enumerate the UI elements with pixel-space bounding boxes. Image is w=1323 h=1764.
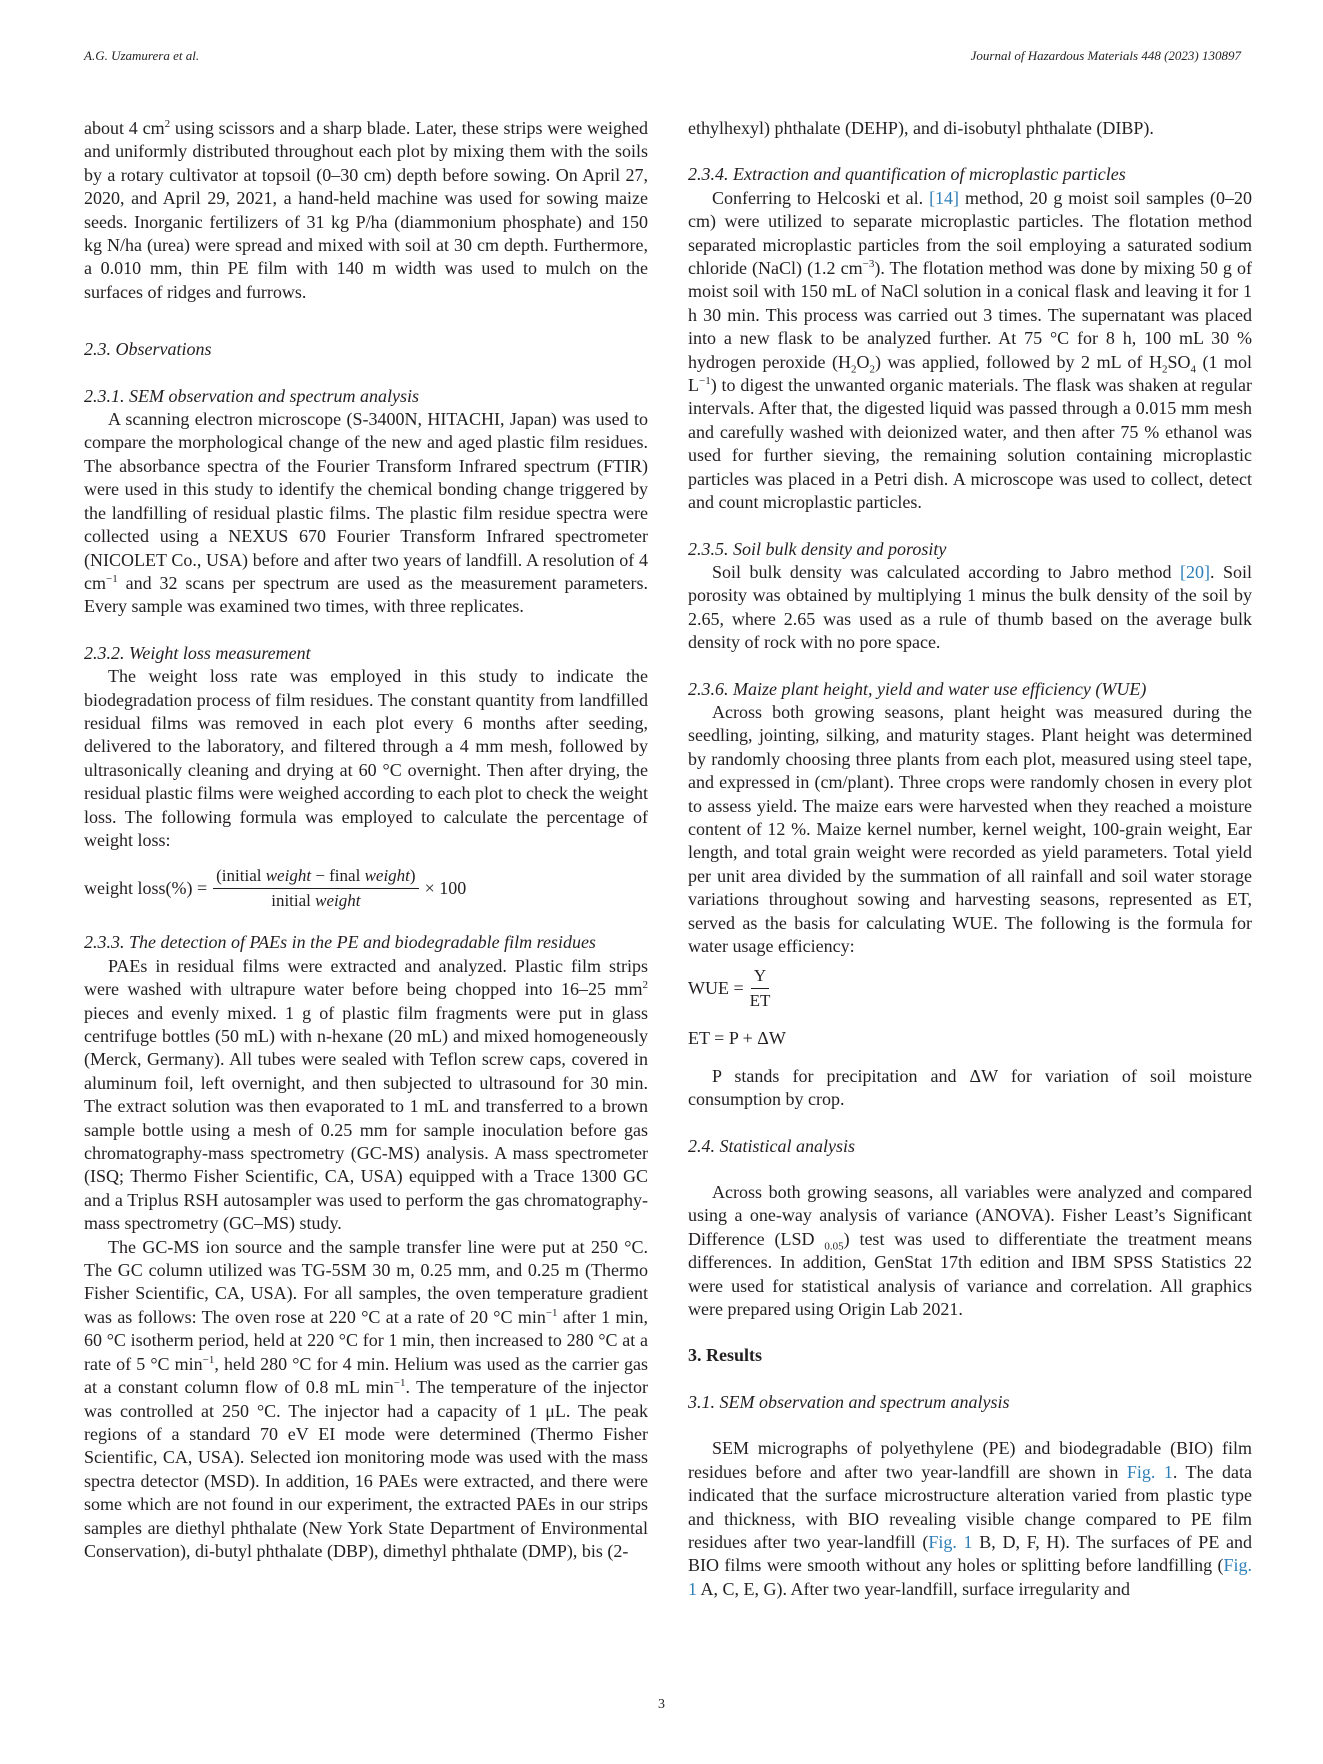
heading-3-results: 3. Results <box>688 1345 763 1366</box>
heading-2-3: 2.3. Observations <box>84 339 212 360</box>
citation-link-20[interactable]: [20] <box>1180 561 1211 582</box>
heading-2-3-3: 2.3.3. The detection of PAEs in the PE and biodegradable film residues <box>84 932 596 953</box>
paragraph-3-1: SEM micrographs of polyethylene (PE) and biodegradable (BIO) film residues before and after two year-landfill are shown in Fig. 1. The data indicated that the surface microstructure alteration varied from plastic type and thickness, with BIO revealing visible change compared to PE film residues after two year-landfill (Fig. 1 B, D, F, H). The surfaces of PE and BIO films were smooth without any holes or splitting before landfilling (Fig. 1 A, C, E, G). After two year-landfill, surface irregularity and <box>688 1438 1252 1599</box>
heading-2-3-4: 2.3.4. Extraction and quantification of microplastic particles <box>688 164 1126 185</box>
page-number: 3 <box>658 1697 665 1712</box>
heading-2-3-2: 2.3.2. Weight loss measurement <box>84 642 311 663</box>
heading-2-3-5: 2.3.5. Soil bulk density and porosity <box>688 538 947 559</box>
right-column <box>688 117 1252 1601</box>
left-column <box>84 117 648 1563</box>
paragraph-2-3-3-a: PAEs in residual films were extracted and analyzed. Plastic film strips were washed with ultrapure water before being chopped into 16–25 $mm^2$ pieces and evenly mixed. 1 g of plastic film fragments were put in glass centrifuge bottles (50 mL) with n-hexane (20 mL) and mixed homogeneously (Merck, Germany). All tubes were sealed with Teflon screw caps, covered in aluminum foil, left overnight, and then subjected to ultrasound for 30 min. The extract solution was then evaporated to 1 mL and transferred to a brown sample bottle using a mesh of 0.25 mm for sample inoculation before gas chromatography-mass spectrometry (GC-MS) analysis. A mass spectrometer (ISQ; Thermo Fisher Scientific, CA, USA) equipped with a Trace 1300 GC and a Triplus RSH autosampler was used to perform the gas chromatography-mass spectrometry (GC–MS) study. <box>84 955 648 1234</box>
heading-2-3-6: 2.3.6. Maize plant height, yield and water use efficiency (WUE) <box>688 678 1147 699</box>
paragraph-2-3-3-b: The GC-MS ion source and the sample transfer line were put at 250 °C. The GC column utilized was TG-5SM 30 m, 0.25 mm, and 0.25 m (Thermo Fisher Scientific, CA, USA). For all samples, the oven temperature gradient was as follows: The oven rose at 220 °C at a rate of 20 °C $\min^{-1}$ after 1 min, 60 °C isotherm period, held at 220 °C for 1 min, then increased to 280 °C at a rate of 5 °C $\min^{-1}$, held 280 °C for 4 min. Helium was used as the carrier gas at a constant column flow of 0.8 mL $\min^{-1}$. The temperature of the injector was controlled at 250 °C. The injector had a capacity of 1 μL. The peak regions of a standard 70 eV EI mode were determined (Thermo Fisher Scientific, CA, USA). Selected ion monitoring mode was used with the mass spectra detector (MSD). In addition, 16 PAEs were extracted, and there were some which are not found in our experiment, the extracted PAEs in our strips samples are diethyl phthalate (New York State Department of Environmental Conservation), di-butyl phthalate (DBP), dimethyl phthalate (DMP), bis (2- <box>84 1236 648 1561</box>
paragraph-2-3-6: Across both growing seasons, plant height was measured during the seedling, jointing, silking, and maturity stages. Plant height was determined by randomly choosing three plants from each plot, measured using steel tape, and expressed in (cm/plant). Three crops were randomly chosen in every plot to assess yield. The maize ears were harvested when they reached a moisture content of 12 %. Maize kernel number, kernel weight, 100-grain weight, Ear length, and total grain weight were recorded as yield parameters. Total yield per unit area divided by the summation of all rainfall and soil water storage variations throughout sowing and harvesting seasons, represented as ET, served as the basis for calculating WUE. The following is the formula for water usage efficiency: <box>688 701 1252 956</box>
paragraph-2-3-2: The weight loss rate was employed in this study to indicate the biodegradation process of film residues. The constant quantity from landfilled residual films was removed in each plot every 6 months after seeding, delivered to the laboratory, and filtered through a 4 mm mesh, followed by ultrasonically cleaning and drying at 60 °C overnight. Then after drying, the residual plastic films were weighed according to each plot to check the weight loss. The following formula was employed to calculate the percentage of weight loss: <box>84 666 648 850</box>
heading-2-3-1: 2.3.1. SEM observation and spectrum analysis <box>84 385 419 406</box>
figure-link-fig1[interactable]: Fig. 1 <box>688 1555 1252 1599</box>
paragraph-continuation: ethylhexyl) phthalate (DEHP), and di-isobutyl phthalate (DIBP). <box>688 118 1154 138</box>
paragraph-equation-explanation: P stands for precipitation and ΔW for variation of soil moisture consumption by crop. <box>688 1065 1252 1110</box>
paragraph-2-3-5: Soil bulk density was calculated according to Jabro method [20]. Soil porosity was obtained by multiplying 1 minus the bulk density of the soil by 2.65, where 2.65 was used as a rule of thumb based on the average bulk density of rock with no pore space. <box>688 561 1253 653</box>
paragraph-intro: about 4 $cm^2$ using scissors and a sharp blade. Later, these strips were weighed and uniformly distributed throughout each plot by mixing them with the soils by a rotary cultivator at topsoil (0–30 cm) depth before sowing. On April 27, 2020, and April 29, 2021, a hand-held machine was used for sowing maize seeds. Inorganic fertilizers of 31 kg P/ha (diammonium phosphate) and 150 kg N/ha (urea) were spread and mixed with soil at 30 cm depth. Furthermore, a 0.010 mm, thin PE film with 140 m width was used to mulch on the surfaces of ridges and furrows. <box>84 118 648 302</box>
running-header-author: A.G. Uzamurera et al. <box>84 48 200 63</box>
wue-equation: WUE = $\frac{Y}{ET}$ <box>688 966 771 1011</box>
paragraph-2-3-4: Conferring to Helcoski et al. [14] method, 20 g moist soil samples (0–20 cm) were utilized to separate microplastic particles. The flotation method separated microplastic particles from the soil employing a saturated sodium chloride (NaCl) (1.2 $cm^{-3}$). The flotation method was done by mixing 50 g of moist soil with 150 mL of NaCl solution in a conical flask and leaving it for 1 h 30 min. This process was carried out 3 times. The supernatant was placed into a new flask to be analyzed further. At 75 °C for 8 h, 100 mL 30 % hydrogen peroxide $(H_2O_2)$ was applied, followed by 2 mL of $H_2SO_4$ (1 mol $L^{-1}$) to digest the unwanted organic materials. The flask was shaken at regular intervals. After that, the digested liquid was passed through a 0.015 mm mesh and carefully washed with deionized water, and then after 75 % ethanol was used for further sieving, the remaining solution containing microplastic particles was placed in a Petri dish. A microscope was used to collect, detect and count microplastic particles. <box>688 187 1253 513</box>
paragraph-2-3-1: A scanning electron microscope (S-3400N, HITACHI, Japan) was used to compare the morphological change of the new and aged plastic film residues. The absorbance spectra of the Fourier Transform Infrared spectrum (FTIR) were used in this study to identify the chemical bonding change triggered by the landfilling of residual plastic films. The plastic film residue spectra were collected using a NEXUS 670 Fourier Transform Infrared spectrometer (NICOLET Co., USA) before and after two years of landfill. A resolution of 4 $cm^{-1}$ and 32 scans per spectrum are used as the measurement parameters. Every sample was examined two times, with three replicates. <box>84 409 648 617</box>
citation-link-14[interactable]: [14] <box>929 187 960 208</box>
running-header-journal: Journal of Hazardous Materials 448 (2023) 130897 <box>970 48 1241 63</box>
heading-2-4: 2.4. Statistical analysis <box>688 1135 856 1156</box>
weight-loss-equation: weight loss(%) = $\frac{\text{(initial weight − final weight)}}{\text{initial weight}}$ × 100 <box>84 866 467 911</box>
et-equation: ET = P + ΔW <box>688 1028 786 1049</box>
figure-link-fig1[interactable]: Fig. 1 <box>1126 1461 1173 1482</box>
figure-link-fig1[interactable]: Fig. 1 <box>928 1531 973 1552</box>
paragraph-2-4: Across both growing seasons, all variables were analyzed and compared using a one-way analysis of variance (ANOVA). Fisher Least’s Significant Difference (LSD $_{0.05}$) test was used to differentiate the treatment means differences. In addition, GenStat 17th edition and IBM SPSS Statistics 22 were used for statistical analysis of variance and correlation. All graphics were prepared using Origin Lab 2021. <box>688 1182 1252 1320</box>
heading-3-1: 3.1. SEM observation and spectrum analysis <box>688 1391 1010 1412</box>
